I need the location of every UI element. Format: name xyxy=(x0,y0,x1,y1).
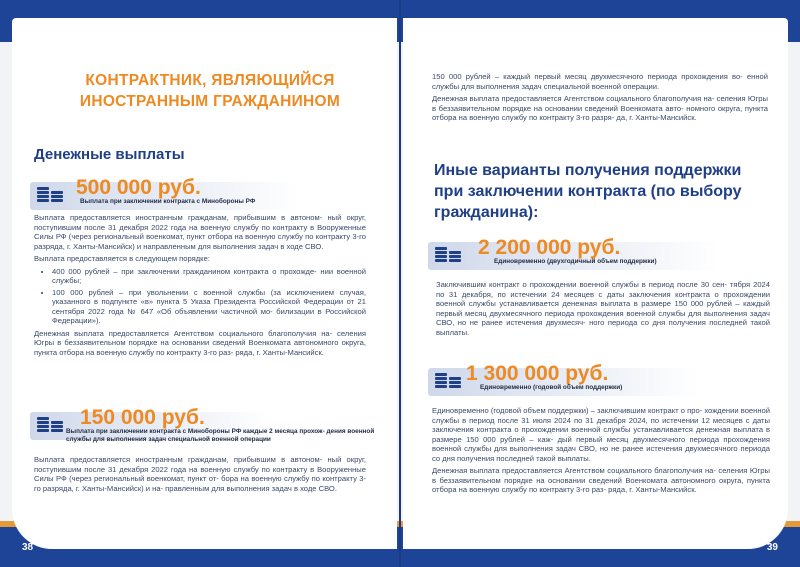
payment-caption: Выплата при заключении контракта с Минобороны РФ xyxy=(80,198,256,205)
page-number-left: 38 xyxy=(22,542,34,553)
list-item: • 400 000 рублей – при заключении гражданином контракта о прохожде- нии военной службы; xyxy=(52,267,366,286)
payment-amount: 150 000 руб. xyxy=(80,406,205,429)
payment-block-1300000 xyxy=(428,362,778,398)
heading-line: Иные варианты получения поддержки xyxy=(434,162,742,179)
payment-block-2200000 xyxy=(428,236,778,272)
paragraph: Выплата предоставляется в следующем порядке: xyxy=(34,254,210,263)
paragraph: Денежная выплата предоставляется Агентством социального благополучия на- селения Югры в беззаявительном порядке на основании сведений Военкомата автономного округа, пункта отбора на военную службу по контракту 3-го раз- ряда, г. Ханты-Мансийск. xyxy=(34,328,366,357)
payment-amount: 1 300 000 руб. xyxy=(466,362,609,385)
list-item: • 100 000 рублей – при увольнении с военной службы (за исключением случая, указанного в подпункте «в» пункта 5 Указа Президента Российской Федерации от 21 сентября 2022 года № 647 «Об объявлении частичной мо- билизации в Российской Федерации»). xyxy=(52,288,366,326)
title-line-1: КОНТРАКТНИК, ЯВЛЯЮЩИЙСЯ xyxy=(85,72,335,89)
continued-text xyxy=(432,72,768,126)
payment1-text xyxy=(34,213,366,360)
payment-block-150000 xyxy=(30,406,380,443)
payment2-text xyxy=(34,455,366,496)
payment-amount: 500 000 руб. xyxy=(76,176,201,199)
coin-stack-icon xyxy=(434,371,464,393)
coin-stack-icon xyxy=(434,245,464,267)
payment-order-list xyxy=(34,267,366,326)
title-line-2: ИНОСТРАННЫМ ГРАЖДАНИНОМ xyxy=(79,93,341,110)
section-heading xyxy=(434,160,774,223)
book-spine xyxy=(399,0,401,567)
payment-caption: Единовременно (двухгодичный объем поддержки) xyxy=(494,258,657,265)
payment-amount: 2 200 000 руб. xyxy=(478,236,621,259)
payment-caption: Выплата при заключении контракта с Минобороны РФ каждые 2 месяца прохож- дения военной службы для выполнения задач специальной военной операции xyxy=(66,428,375,443)
payment-block-500000 xyxy=(30,176,380,212)
paragraph: Денежная выплата предоставляется Агентством социального благополучия на- селения Югры в беззаявительном порядке на основании сведений Военкомата автономного округа, пункта отбора на военную службу по контракту 3-го раз- ряда, г. Ханты-Мансийск. xyxy=(432,466,770,494)
section-heading: Денежные выплаты xyxy=(34,146,185,163)
heading-line: при заключении контракта (по выбору xyxy=(434,183,742,200)
paragraph: Выплата предоставляется иностранным гражданам, прибывшим в автоном- ный округ, поступившим после 31 декабря 2022 года на военную службу по контракту в Вооруженные Силы РФ (через региональный военкомат, пункт отбора на военную службу по контракту 3-го разряда, г. Ханты-Мансийск) и направленным для выполнения задач в ходе СВО. xyxy=(34,213,366,251)
paragraph: Денежная выплата предоставляется Агентством социального благополучия на- селения Югры в беззаявительном порядке на основании сведений Военкомата авто- номного округа, пункта отбора на военную службу по контракту 3-го разря- да, г. Ханты-Мансийск. xyxy=(432,94,768,122)
page-number-right: 39 xyxy=(766,542,778,553)
coin-stack-icon xyxy=(36,415,66,437)
payment3-text xyxy=(436,280,770,340)
coin-stack-icon xyxy=(36,185,66,207)
paragraph: Заключившим контракт о прохождении военной службы в период после 30 сен- тября 2024 по 31 декабря, по истечении 24 месяцев с даты заключения контракта о прохождении военной службы устанавливается денежная выплата в размере 150 000 рублей – каждый первый месяц двухмесячного периода прохождения военной службы для выполнения задач СВО, но не ранее истечения двухмесяч- ного периода со дня получения последней такой выплаты. xyxy=(436,280,770,337)
payment-caption: Единовременно (годовой объем поддержки) xyxy=(480,384,623,391)
paragraph: Выплата предоставляется иностранным гражданам, прибывшим в автоном- ный округ, поступившим после 31 декабря 2022 года на военную службу по контракту в Вооруженные Силы РФ (через региональный военкомат, пункт от- бора на военную службу по контракту 3-го разряда, г. Ханты-Мансийск) и на- правленным для выполнения задач в ходе СВО. xyxy=(34,455,366,493)
page-title xyxy=(40,70,380,112)
payment4-text xyxy=(432,406,770,498)
paragraph: 150 000 рублей – каждый первый месяц двухмесячного периода прохождения во- енной службы для выполнения задач специальной военной операции. xyxy=(432,72,768,91)
heading-line: гражданина): xyxy=(434,204,539,221)
paragraph: Единовременно (годовой объем поддержки) – заключившим контракт о про- хождении военной службы в период после 31 июля 2024 по 31 декабря 2024, по истечении 12 месяцев с даты заключения контракта о прохождении военной службы устанавливается денежная выплата в размере 150 000 рублей – каж- дый первый месяц двухмесячного периода прохождения военной службы для выполнения задач СВО, но не ранее истечения двухмесячного периода со дня получения последней такой выплаты. xyxy=(432,406,770,463)
